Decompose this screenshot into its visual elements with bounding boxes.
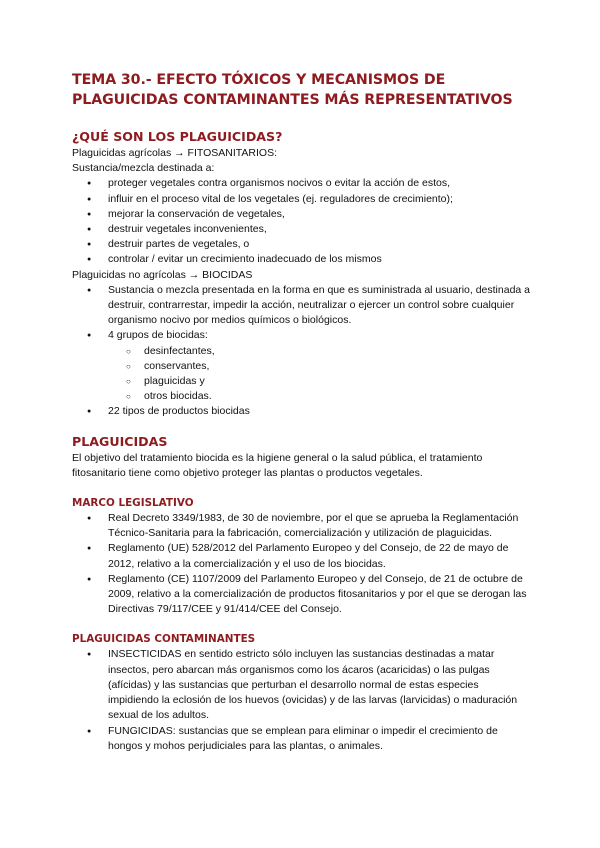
sustancia-line: Sustancia/mezcla destinada a: xyxy=(72,162,215,175)
biocide-types-list xyxy=(72,404,532,419)
list-item: ● Sustancia o mezcla presentada en la forma en que es suministrada al usuario, destinada a destruir, contrarrestar, impedir la acción, neutralizar o ejercer un control sobre cualquier organismo nocivo por medios químicos o biológicos. xyxy=(72,283,532,329)
list-item: ● FUNGICIDAS: sustancias que se emplean para eliminar o impedir el crecimiento de hongos y mohos perjudiciales para las plantas, o animales. xyxy=(72,724,532,754)
list-item: ● mejorar la conservación de vegetales, xyxy=(72,207,532,222)
fitosanitarios-list xyxy=(72,176,532,267)
biocide-groups-list xyxy=(72,344,532,405)
list-item: ○ conservantes, xyxy=(72,359,532,374)
document-page xyxy=(72,70,532,754)
list-item: ○ desinfectantes, xyxy=(72,344,532,359)
list-item: ● controlar / evitar un crecimiento inadecuado de los mismos xyxy=(72,252,532,267)
list-item: ● 4 grupos de biocidas: xyxy=(72,328,532,343)
list-item: ○ otros biocidas. xyxy=(72,389,532,404)
biocidas-line: Plaguicidas no agrícolas → BIOCIDAS xyxy=(72,268,253,281)
list-item: ● Reglamento (CE) 1107/2009 del Parlamento Europeo y del Consejo, de 21 de octubre de 2009, relativo a la comercialización de productos fitosanitarios y por el que se derogan las Directivas 79/117/CEE y 91/414/CEE del Consejo. xyxy=(72,572,532,618)
biocidas-list xyxy=(72,283,532,344)
section-heading-plaguicidas: PLAGUICIDAS xyxy=(72,433,168,449)
legislation-list xyxy=(72,511,532,617)
document-title: TEMA 30.- EFECTO TÓXICOS Y MECANISMOS DE PLAGUICIDAS CONTAMINANTES MÁS REPRESENTATIVOS xyxy=(72,72,513,108)
section-heading-marco-legislativo: MARCO LEGISLATIVO xyxy=(72,497,194,510)
list-item: ● 22 tipos de productos biocidas xyxy=(72,404,532,419)
plaguicidas-paragraph: El objetivo del tratamiento biocida es la higiene general o la salud pública, el tratamiento fitosanitario tiene como objetivo proteger las plantas o productos vegetales. xyxy=(72,451,483,479)
section-heading-que-son: ¿QUÉ SON LOS PLAGUICIDAS? xyxy=(72,129,283,144)
list-item: ● proteger vegetales contra organismos nocivos o evitar la acción de estos, xyxy=(72,176,532,191)
list-item: ● Real Decreto 3349/1983, de 30 de noviembre, por el que se aprueba la Reglamentación Técnico-Sanitaria para la fabricación, comercialización y utilización de plaguicidas. xyxy=(72,511,532,541)
list-item: ● destruir partes de vegetales, o xyxy=(72,237,532,252)
fitosanitarios-line: Plaguicidas agrícolas → FITOSANITARIOS: xyxy=(72,147,278,159)
list-item: ○ plaguicidas y xyxy=(72,374,532,389)
list-item: ● Reglamento (UE) 528/2012 del Parlamento Europeo y del Consejo, de 22 de mayo de 2012, relativo a la comercialización y el uso de los biocidas. xyxy=(72,541,532,571)
section-heading-plaguicidas-contaminantes: PLAGUICIDAS CONTAMINANTES xyxy=(72,633,256,646)
list-item: ● INSECTICIDAS en sentido estricto sólo incluyen las sustancias destinadas a matar insectos, pero abarcan más organismos como los ácaros (acaricidas) o las pulgas (afícidas) y las sustancias que perturban el desarrollo normal de estas especies impidiendo la eclosión de los huevos (ovicidas) y de las larvas (larvicidas) o maduración sexual de los adultos. xyxy=(72,647,532,723)
list-item: ● influir en el proceso vital de los vegetales (ej. reguladores de crecimiento); xyxy=(72,192,532,207)
contaminants-list xyxy=(72,647,532,753)
list-item: ● destruir vegetales inconvenientes, xyxy=(72,222,532,237)
